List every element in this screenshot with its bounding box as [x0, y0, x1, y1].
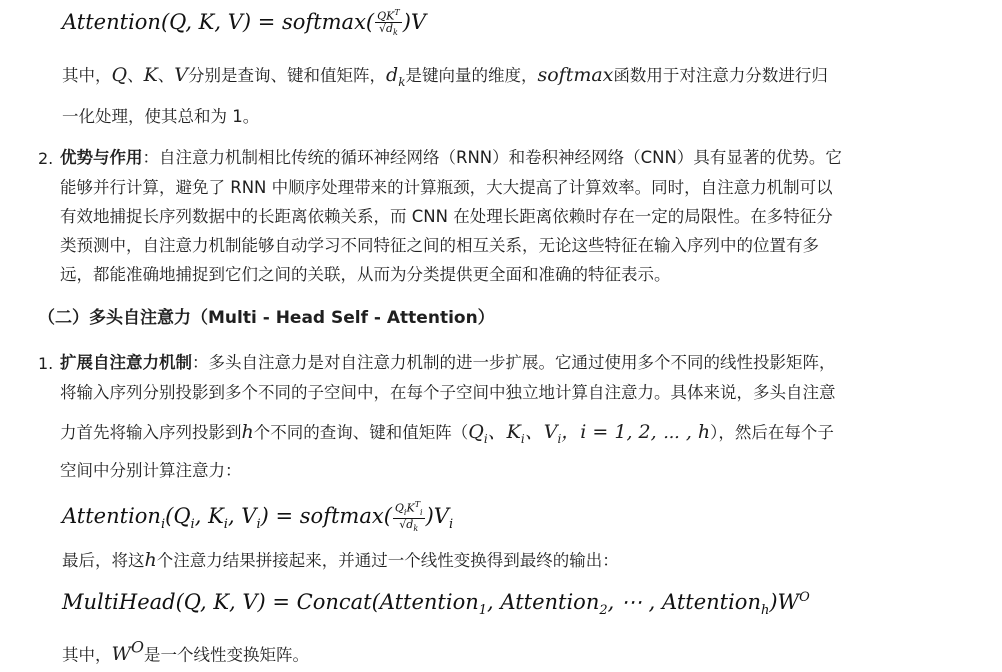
item2-text: 自注意力机制相比传统的循环神经网络（RNN）和卷积神经网络（CNN）具有显著的优势。它 [159, 148, 842, 167]
math-v: 、V [524, 421, 558, 443]
item2-line4: 类预测中，自注意力机制能够自动学习不同特征之间的相互关系，无论这些特征在输入序列中的位置有多 [60, 236, 819, 255]
eq3-text: , Attention [487, 590, 600, 614]
list-marker-1: 1. [38, 354, 54, 373]
equation-attention [62, 4, 426, 40]
para1-text: 其中， [62, 66, 112, 85]
math-k: 、K [487, 421, 521, 443]
para2-text: 最后，将这 [62, 551, 145, 570]
eq3-sub: 1 [478, 603, 488, 619]
math-dk [386, 64, 406, 89]
eq3-text: MultiHead(Q, K, V) = Concat(Attention [62, 590, 479, 614]
math-h: h [241, 421, 254, 443]
eq3-text: )W [769, 590, 800, 614]
eq2-sub: i [256, 517, 261, 533]
para3-line [62, 633, 309, 670]
list-marker-2: 2. [38, 149, 54, 168]
math-sub-i: i [483, 431, 488, 446]
math-softmax: softmax [537, 64, 614, 86]
math-wo [111, 638, 145, 666]
para1-text: 函数用于对注意力分数进行归 [613, 66, 828, 85]
math-o-sup: O [131, 638, 145, 657]
para1-sep: 、 [157, 66, 175, 85]
eq2-num: Q [394, 501, 404, 515]
item2-line2: 能够并行计算，避免了 RNN 中顺序处理带来的计算瓶颈，大大提高了计算效率。同时，自注意力机制可以 [60, 178, 833, 197]
equation-multihead [62, 580, 810, 619]
math-sub-i: i [520, 431, 525, 446]
item1-text: ），然后在每个子 [710, 423, 834, 442]
section-heading: （二）多头自注意力（Multi - Head Self - Attention） [38, 308, 495, 328]
eq1-num-sup: T [394, 7, 400, 17]
eq2-sub: i [223, 517, 228, 533]
eq2-num-sub: i [403, 508, 407, 518]
eq3-sup: O [799, 590, 810, 605]
eq2-num: K [406, 501, 415, 515]
item2-line3: 有效地捕捉长序列数据中的长距离依赖关系，而 CNN 在处理长距离依赖时存在一定的局限性。在多特征分 [60, 207, 833, 226]
para2-text: 个注意力结果拼接起来，并通过一个线性变换得到最终的输出： [156, 551, 619, 570]
para3-text: 是一个线性变换矩阵。 [144, 645, 310, 665]
eq2-fraction [393, 501, 425, 534]
eq2-num-sub: i [420, 508, 423, 518]
math-q: Q [111, 64, 128, 86]
item2-colon: ： [142, 148, 159, 167]
item1-text: 力首先将输入序列投影到 [60, 423, 242, 442]
item1-line2: 将输入序列分别投影到多个不同的子空间中，在每个子空间中独立地计算自注意力。具体来说，多头自注意 [60, 383, 836, 402]
math-k-sub: k [398, 74, 406, 89]
eq1-rhs: )V [402, 10, 427, 34]
para3-text: 其中， [62, 645, 112, 665]
item1-title: 扩展自注意力机制 [60, 353, 192, 372]
eq2-den: √d [399, 517, 414, 531]
eq1-den: √d [378, 22, 393, 36]
para1-text: 是键向量的维度， [405, 66, 538, 85]
item1-line3 [60, 417, 834, 454]
eq2-sub: i [190, 517, 195, 533]
item1-text: 个不同的查询、键和值矩阵（ [253, 423, 469, 442]
math-h: h [144, 549, 157, 571]
math-v: V [174, 64, 189, 86]
eq2-den-sub: k [413, 524, 419, 534]
math-d: d [386, 64, 399, 86]
eq1-fraction [375, 9, 402, 39]
math-k: K [143, 64, 158, 86]
para1-text: 分别是查询、键和值矩阵， [188, 66, 387, 85]
eq2-text: ) = softmax( [260, 504, 392, 528]
item2-line5: 远，都能准确地捕捉到它们之间的关联，从而为分类提供更全面和准确的特征表示。 [60, 265, 671, 284]
item1-line1 [60, 350, 836, 376]
item1-colon: ： [192, 353, 209, 372]
eq3-text: , ⋯ , Attention [607, 590, 761, 614]
eq2-num-sup: T [414, 500, 421, 510]
math-index-range: ，i = 1, 2, ⋯ , h [561, 421, 711, 443]
eq2-text: , V [227, 504, 257, 528]
math-w: W [111, 643, 132, 666]
para1-line1 [62, 60, 828, 97]
item1-line4: 空间中分别计算注意力： [60, 461, 242, 480]
eq2-rhs: )V [425, 504, 449, 528]
math-q: Q [468, 421, 484, 443]
para1-line2: 一化处理，使其总和为 1。 [62, 107, 260, 126]
eq1-lhs: Attention(Q, K, V) = softmax( [62, 10, 375, 34]
item1-text: 多头自注意力是对自注意力机制的进一步扩展。它通过使用多个不同的线性投影矩阵， [208, 353, 836, 372]
eq2-text: (Q [165, 504, 191, 528]
equation-attention-i [62, 496, 453, 536]
para1-sep: 、 [127, 66, 144, 85]
eq1-den-sub: k [393, 28, 398, 38]
eq2-rhs-sub: i [448, 517, 454, 533]
item2-line1 [60, 145, 842, 171]
eq2-lhs: Attention [62, 504, 161, 528]
math-sub-i: i [557, 431, 562, 446]
eq3-sub: 2 [599, 603, 608, 619]
eq2-text: , K [194, 504, 224, 528]
math-qkv-list [468, 421, 711, 446]
item2-title: 优势与作用 [60, 148, 143, 167]
eq2-lhs-sub: i [160, 517, 166, 533]
para2-line [62, 546, 619, 575]
eq1-num: QK [377, 9, 395, 23]
eq3-sub: h [760, 603, 770, 619]
